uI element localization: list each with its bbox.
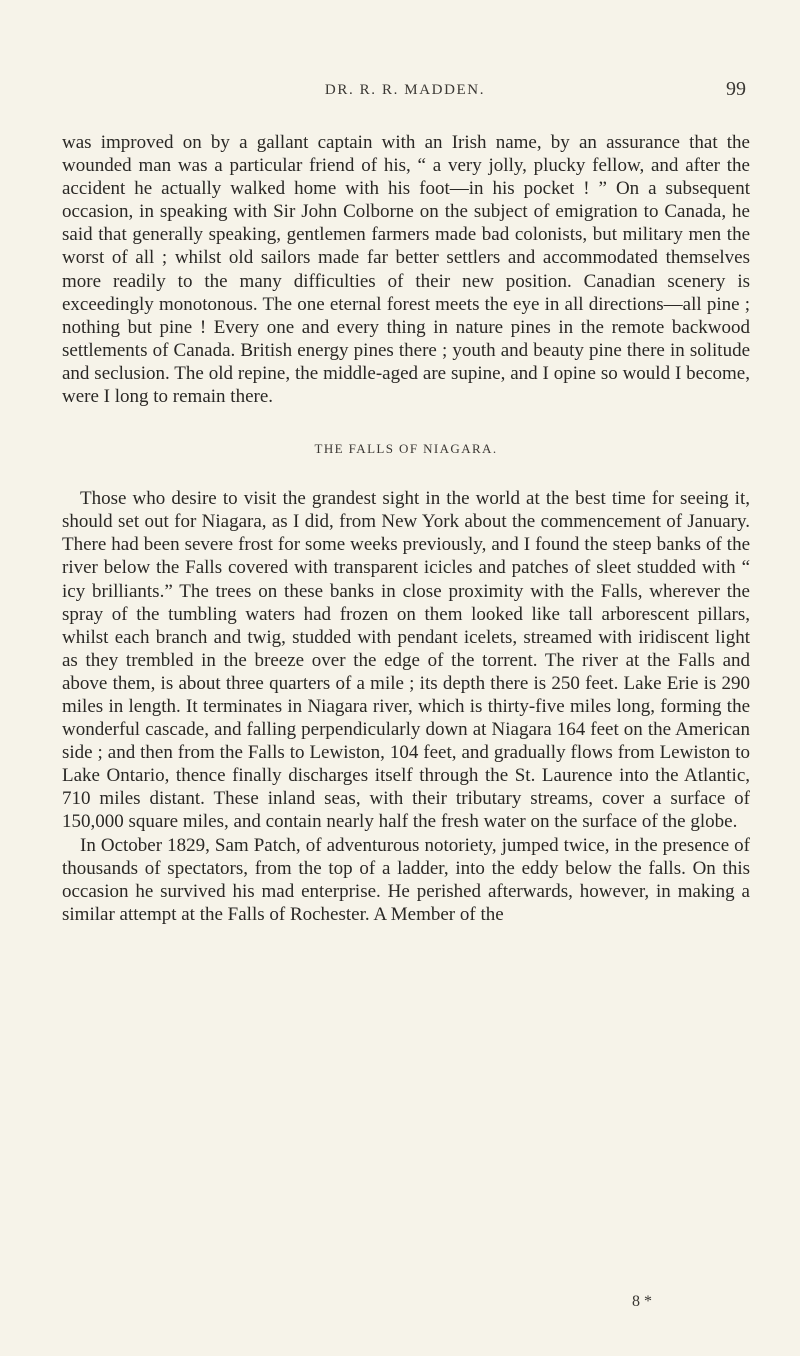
paragraph-sam-patch: In October 1829, Sam Patch, of adventurous notoriety, jumped twice, in the presence of thousands of spectators, from the top of a ladder, into the eddy below the falls. On this occasion he survived his mad enterprise. He perished afterwards, however, in making a similar attempt at the Falls of Rochester. A Member of the — [62, 834, 750, 925]
signature-mark: 8 * — [632, 1293, 652, 1310]
paragraph-continuation: was improved on by a gallant captain with an Irish name, by an assurance that the wounded man was a particular friend of his, “ a very jolly, plucky fellow, and after the accident he actually walked home with his foot—in his pocket ! ” On a subsequent occasion, in speaking with Sir John Colborne on the subject of emigration to Canada, he said that generally speaking, gentlemen farmers made bad colonists, but military men the worst of all ; whilst old sailors made far better settlers and accommodated themselves more readily to the many difficulties of their new position. Canadian scenery is exceedingly monotonous. The one eternal forest meets the eye in all directions—all pine ; nothing but pine ! Every one and every thing in nature pines in the remote backwood settlements of Canada. British energy pines there ; youth and beauty pine there in solitude and seclusion. The old repine, the middle-aged are supine, and I opine so would I become, were I long to remain there. — [62, 132, 750, 408]
running-head — [62, 78, 748, 108]
running-title: DR. R. R. MADDEN. — [324, 82, 486, 98]
page-number: 99 — [726, 78, 746, 100]
section-heading: THE FALLS OF NIAGARA. — [314, 441, 498, 457]
body-text — [62, 131, 750, 926]
paragraph-falls: Those who desire to visit the grandest sight in the world at the best time for seeing it, should set out for Niagara, as I did, from New York about the commencement of January. There had been severe frost for some weeks previously, and I found the steep banks of the river below the Falls covered with transparent icicles and patches of sleet studded with “ icy brilliants.” The trees on these banks in close proximity with the Falls, wherever the spray of the tumbling waters had frozen on them looked like tall arborescent pillars, whilst each branch and twig, studded with pendant icelets, streamed with iridiscent light as they trembled in the breeze over the edge of the torrent. The river at the Falls and above them, is about three quarters of a mile ; its depth there is 250 feet. Lake Erie is 290 miles in length. It terminates in Niagara river, which is thirty-five miles long, forming the wonderful cascade, and falling perpendicularly down at Niagara 164 feet on the American side ; and then from the Falls to Lewiston, 104 feet, and gradually flows from Lewiston to Lake Ontario, thence finally discharges itself through the St. Laurence into the Atlantic, 710 miles distant. These inland seas, with their tributary streams, cover a surface of 150,000 square miles, and contain nearly half the fresh water on the surface of the globe. — [62, 488, 750, 833]
